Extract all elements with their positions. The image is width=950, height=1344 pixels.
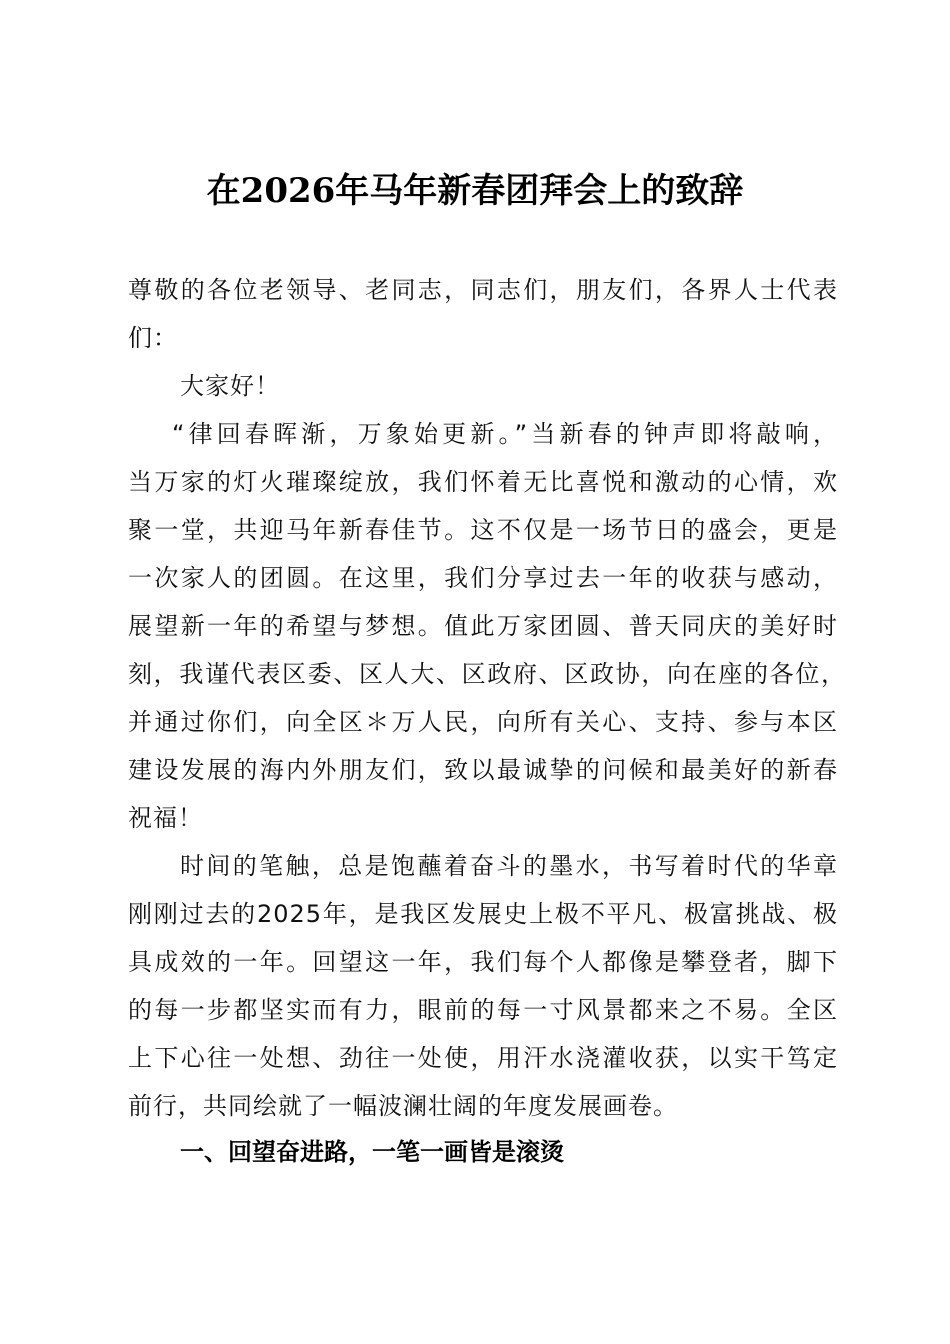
paragraph1-line-9: 祝福！ bbox=[128, 804, 203, 832]
paragraph2-line-6: 前行，共同绘就了一幅波澜壮阔的年度发展画卷。 bbox=[128, 1092, 678, 1120]
paragraph1-line-8: 建设发展的海内外朋友们，致以最诚挚的问候和最美好的新春 bbox=[128, 756, 838, 784]
paragraph2-line-4: 的每一步都坚实而有力，眼前的每一寸风景都来之不易。全区 bbox=[128, 996, 838, 1024]
salutation-line-1: 尊敬的各位老领导、老同志，同志们，朋友们，各界人士代表 bbox=[128, 276, 838, 304]
paragraph1-line-7: 并通过你们，向全区＊万人民，向所有关心、支持、参与本区 bbox=[128, 708, 838, 736]
paragraph1-line-4: 一次家人的团圆。在这里，我们分享过去一年的收获与感动， bbox=[128, 564, 838, 592]
section-heading: 一、回望奋进路，一笔一画皆是滚烫 bbox=[180, 1138, 564, 1166]
paragraph2-line-3: 具成效的一年。回望这一年，我们每个人都像是攀登者，脚下 bbox=[128, 948, 838, 976]
paragraph2-line-2: 刚刚过去的2025年，是我区发展史上极不平凡、极富挑战、极 bbox=[128, 900, 838, 928]
paragraph1-line-1: “律回春晖渐，万象始更新。”当新春的钟声即将敲响， bbox=[172, 420, 838, 448]
greeting: 大家好！ bbox=[180, 372, 280, 400]
paragraph2-line-1: 时间的笔触，总是饱蘸着奋斗的墨水，书写着时代的华章 bbox=[180, 852, 838, 880]
paragraph1-line-6: 刻，我谨代表区委、区人大、区政府、区政协，向在座的各位， bbox=[128, 660, 846, 688]
paragraph1-line-5: 展望新一年的希望与梦想。值此万家团圆、普天同庆的美好时 bbox=[128, 612, 838, 640]
document-title: 在2026年马年新春团拜会上的致辞 bbox=[206, 171, 744, 211]
paragraph2-line-5: 上下心往一处想、劲往一处使，用汗水浇灌收获，以实干笃定 bbox=[128, 1044, 838, 1072]
salutation-line-2: 们： bbox=[128, 324, 178, 352]
paragraph1-line-2: 当万家的灯火璀璨绽放，我们怀着无比喜悦和激动的心情，欢 bbox=[128, 468, 838, 496]
paragraph1-line-3: 聚一堂，共迎马年新春佳节。这不仅是一场节日的盛会，更是 bbox=[128, 516, 838, 544]
